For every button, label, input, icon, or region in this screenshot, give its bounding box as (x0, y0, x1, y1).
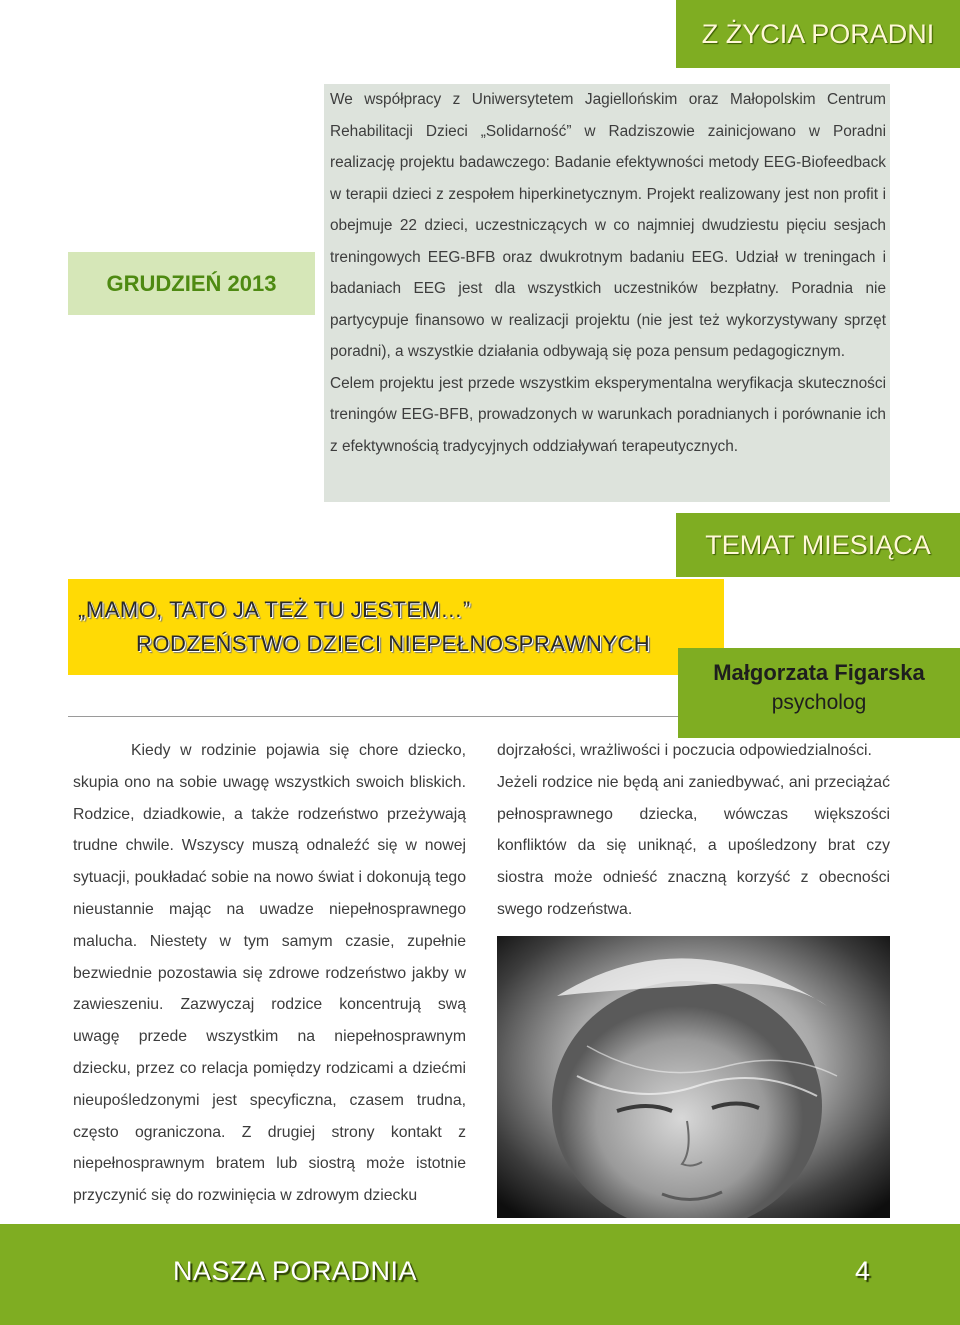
section-header-z-zycia-poradni (676, 0, 960, 68)
article-column-right (497, 735, 890, 926)
author-role: psycholog (771, 691, 867, 714)
article-paragraph: dojrzałości, wrażliwości i poczucia odpowiedzialności. (497, 742, 872, 759)
page-number: 4 (855, 1256, 871, 1286)
intro-paragraph: Celem projektu jest przede wszystkim eksperymentalna weryfikacja skuteczności treningów EEG-BFB, prowadzonych w warunkach poradnianych i porównanie ich z efektywnością tradycyjnych oddziaływań terapeutycznych. (330, 374, 886, 455)
page-footer (0, 1224, 960, 1325)
article-paragraph: Kiedy w rodzinie pojawia się chore dziecko, skupia ono na sobie uwagę wszystkich swoich bliskich. Rodzice, dziadkowie, a także rodzeństwo przeżywają trudne chwile. Wszyscy muszą odnaleźć się w nowej sytuacji, poukładać sobie na nowo świat i dokonują tego nieustannie mając na uwadze niepełnosprawnego malucha. Niestety w tym samym czasie, zupełnie bezwiednie pozostawia się zdrowe rodzeństwo jakby w zawieszeniu. Zazwyczaj rodzice koncentrują swą uwagę przede wszystkim na niepełnosprawnym dziecku, przez co relacja pomiędzy rodzicami a dziećmi nieupośledzonymi jest specyficzna, czasem trudna, często ograniczona. Z drugiej strony kontakt z niepełnosprawnym bratem lub siostrą może istotnie przyczynić się do rozwinięcia w zdrowym dziecku (73, 742, 466, 1205)
intro-panel (324, 84, 890, 502)
date-label: GRUDZIEŃ 2013 (106, 270, 277, 296)
section-header-label: Z ŻYCIA PORADNI (701, 18, 935, 49)
article-title-line-2: RODZEŃSTWO DZIECI NIEPEŁNOSPRAWNYCH (136, 631, 651, 656)
child-photo (497, 936, 890, 1218)
date-box (68, 252, 315, 315)
footer-title: NASZA PORADNIA (173, 1256, 418, 1286)
section-header-label: TEMAT MIESIĄCA (705, 529, 931, 560)
article-title-line-1: „MAMO, TATO JA TEŻ TU JESTEM…” (78, 597, 471, 622)
title-divider (68, 716, 678, 717)
article-paragraph: Jeżeli rodzice nie będą ani zaniedbywać, ani przeciążać pełnosprawnego dziecka, wówczas większości konfliktów da się uniknąć, a upośledzony brat czy siostra może odnieść znaczną korzyść z obecności swego rodzeństwa. (497, 773, 890, 918)
author-name: Małgorzata Figarska (713, 660, 925, 685)
article-column-left (73, 735, 466, 1212)
child-photo-image (497, 936, 890, 1218)
intro-paragraph: We współpracy z Uniwersytetem Jagiellońskim oraz Małopolskim Centrum Rehabilitacji Dzieci „Solidarność” w Radziszowie zainicjowano w Poradni realizację projektu badawczego: Badanie efektywności metody EEG-Biofeedback w terapii dzieci z zespołem hiperkinetycznym. Projekt realizowany jest non profit i obejmuje 22 dzieci, uczestniczących w co najmniej dwudziestu pięciu sesjach treningowych EEG-BFB oraz dwukrotnym badaniu EEG. Udział w treningach i badaniach EEG jest dla wszystkich uczestników bezpłatny. Poradnia nie partycypuje finansowo w realizacji projektu (nie jest też wykorzystywany sprzęt poradni), a wszystkie działania odbywają się poza pensum pedagogicznym. (330, 91, 886, 360)
article-title-box (68, 579, 724, 675)
section-header-temat-miesiaca (676, 513, 960, 577)
author-box (678, 648, 960, 738)
